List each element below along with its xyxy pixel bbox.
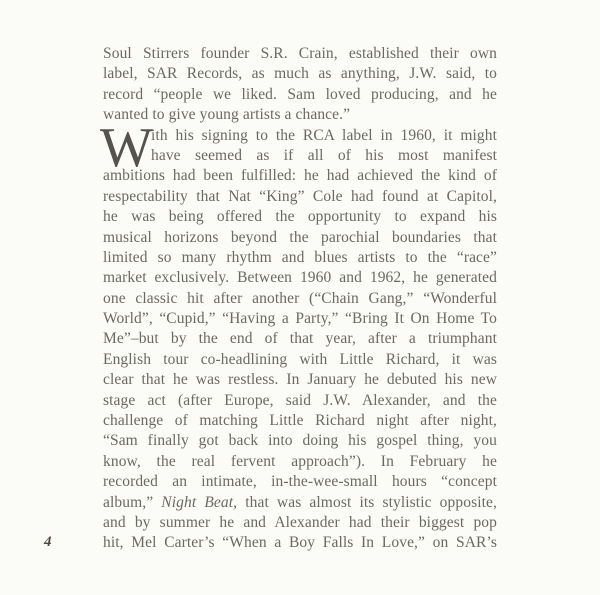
text-line: know, the real fervent approach”). In February he xyxy=(103,452,497,470)
text-line: ambitions had been fulfilled: he had achieved the kind of xyxy=(103,167,497,185)
text-line: he was being offered the opportunity to expand his xyxy=(103,208,497,226)
text-line-dropcap: ith his signing to the RCA label in 1960, it might xyxy=(151,126,497,144)
text-line: Me”–but by the end of that year, after a triumphant xyxy=(103,330,497,348)
text-line: stage act (after Europe, said J.W. Alexander, and the xyxy=(103,391,497,409)
text-line: and by summer he and Alexander had their biggest pop xyxy=(103,513,497,531)
text-block xyxy=(100,44,497,554)
text-line: wanted to give young artists a chance.” xyxy=(103,106,351,124)
text-line: “Sam finally got back into doing his gospel thing, you xyxy=(103,432,497,450)
text-line: market exclusively. Between 1960 and 1962, he generated xyxy=(103,269,497,287)
text-line: clear that he was restless. In January he debuted his new xyxy=(103,371,497,389)
text-line: English tour co-headlining with Little Richard, it was xyxy=(103,350,497,368)
text-line: one classic hit after another (“Chain Gang,” “Wonderful xyxy=(103,289,497,307)
book-title-night-beat: Night Beat xyxy=(161,493,234,511)
drop-cap: W xyxy=(100,117,153,179)
text-line: hit, Mel Carter’s “When a Boy Falls In Love,” on SAR’s xyxy=(103,534,497,552)
text-line: limited so many rhythm and blues artists to the “race” xyxy=(103,248,497,266)
text-line: respectability that Nat “King” Cole had found at Capitol, xyxy=(103,187,497,205)
text-line: recorded an intimate, in-the-wee-small hours “concept xyxy=(103,473,497,491)
text-segment: , that was almost its stylistic opposite, xyxy=(233,493,497,511)
text-line-dropcap: have seemed as if all of his most manifest xyxy=(151,146,497,164)
page-number: 4 xyxy=(44,534,52,550)
text-line-with-title xyxy=(103,493,497,513)
text-line: World”, “Cupid,” “Having a Party,” “Bring It On Home To xyxy=(103,310,497,328)
text-line: challenge of matching Little Richard night after night, xyxy=(103,412,497,430)
text-line: label, SAR Records, as much as anything, J.W. said, to xyxy=(103,65,497,83)
text-line: Soul Stirrers founder S.R. Crain, established their own xyxy=(103,45,497,62)
text-line: musical horizons beyond the parochial boundaries that xyxy=(103,228,497,246)
text-segment: album,” xyxy=(103,493,162,511)
text-line: record “people we liked. Sam loved producing, and he xyxy=(103,85,497,103)
